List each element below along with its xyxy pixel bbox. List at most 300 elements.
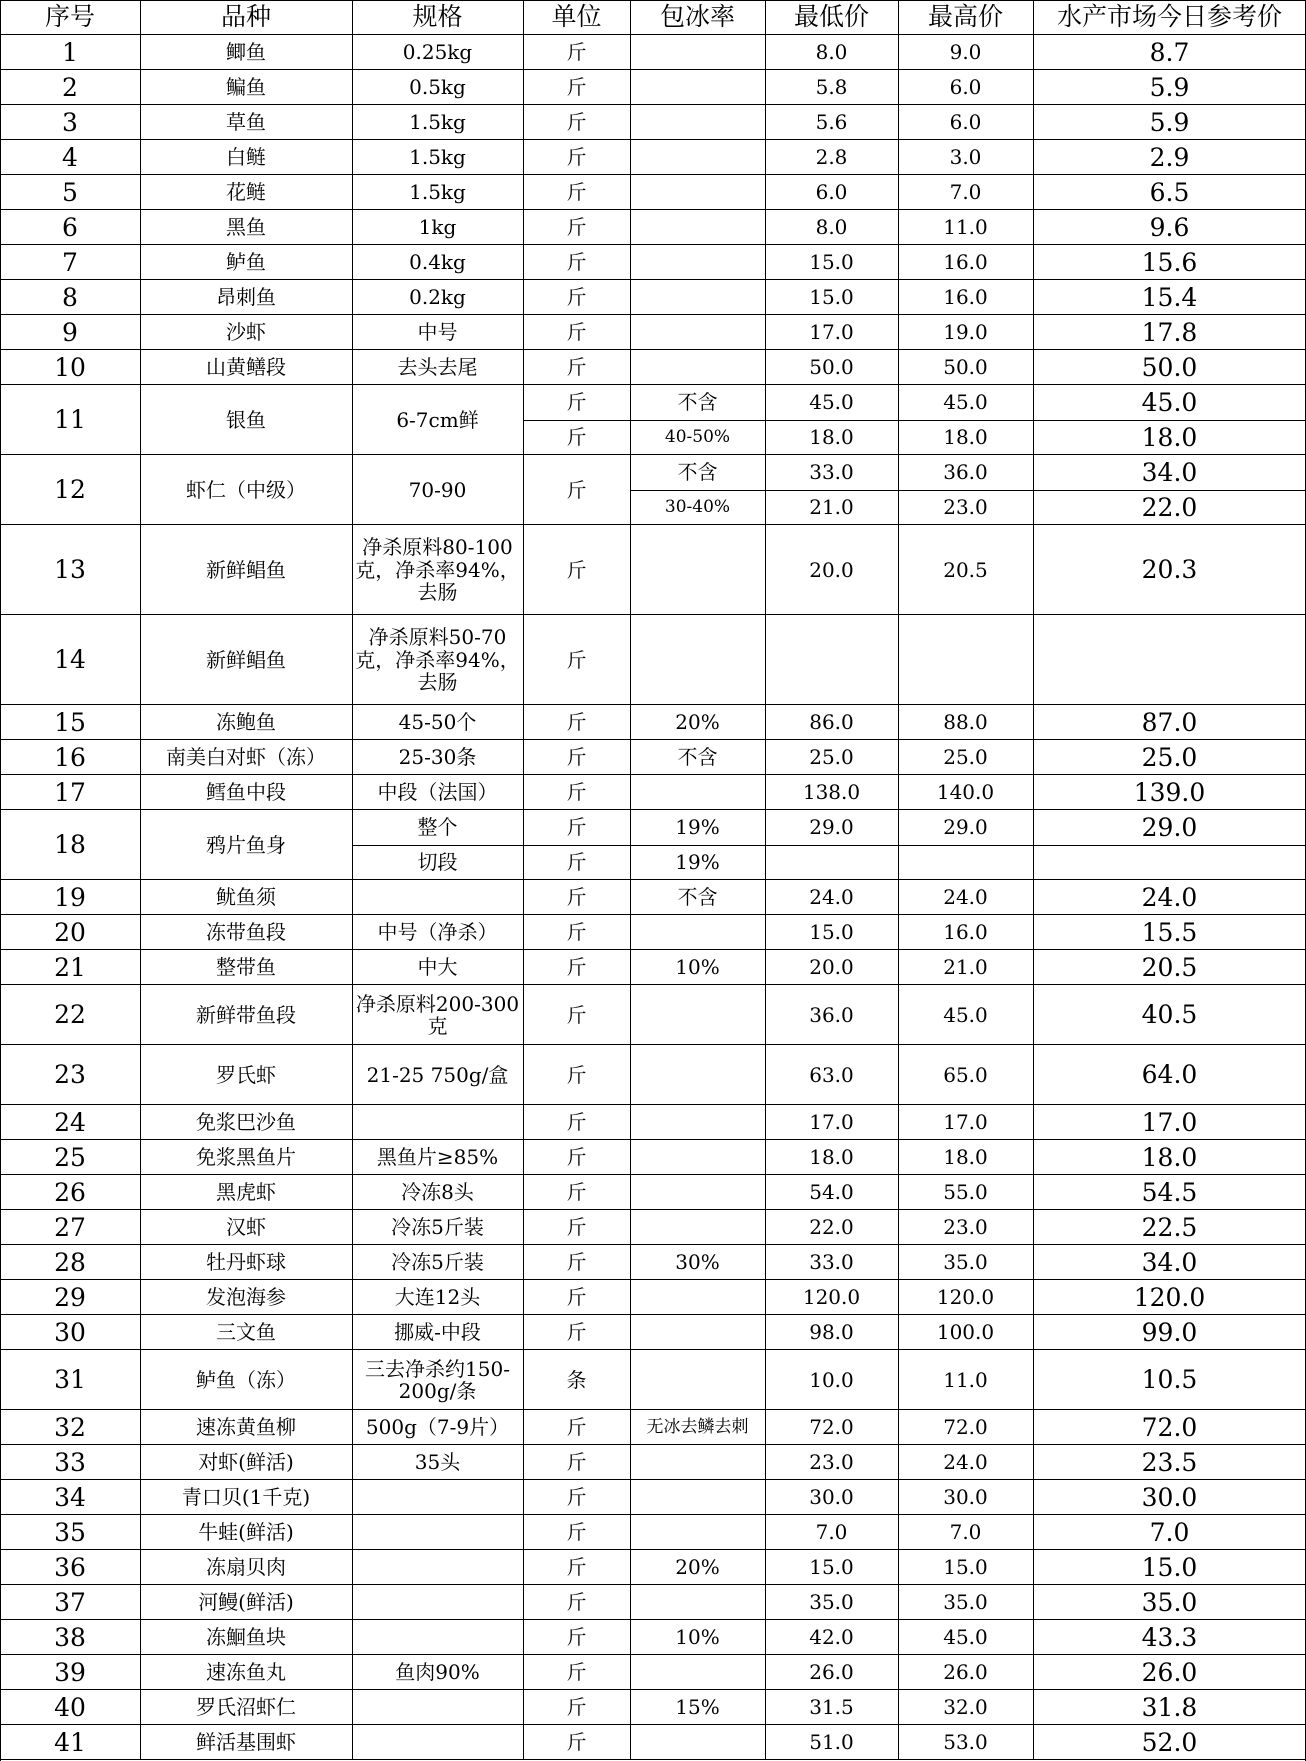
grid-line-v [140,140,141,175]
unit-cell: 斤 [566,1250,587,1275]
grid-line-v [898,0,899,34]
row-number-cell: 11 [54,405,86,434]
grid-line-v [1033,775,1034,810]
grid-line-v [898,880,899,915]
grid-line-v [630,740,631,775]
ice-rate-cell: 不含 [677,460,718,485]
grid-line-v [1033,140,1034,175]
grid-line-v [140,950,141,985]
spec-cell: 冷冻5斤装 [391,1250,484,1275]
grid-line-v [1033,1105,1034,1140]
grid-line-v [898,315,899,350]
row-number-cell: 20 [54,917,86,947]
variety-cell: 花鲢 [226,180,266,205]
ref-price-cell: 25.0 [1141,742,1198,772]
grid-line-v [352,210,353,245]
unit-cell: 斤 [566,285,587,310]
grid-line-v [765,455,766,525]
row-number-cell: 28 [54,1247,86,1277]
grid-line-v [1033,1480,1034,1515]
ref-price-cell: 72.0 [1141,1412,1198,1442]
max-price-cell: 7.0 [949,180,982,205]
grid-line-v [630,70,631,105]
grid-line-v [898,1620,899,1655]
grid-line-v [352,35,353,70]
row-number-cell: 27 [54,1212,86,1242]
unit-cell: 斤 [566,1062,587,1087]
min-price-cell: 8.0 [815,215,848,240]
ref-price-cell: 50.0 [1141,352,1198,382]
header-ref-price: 水产市场今日参考价 [1056,2,1282,31]
variety-cell: 罗氏虾 [216,1062,276,1087]
min-price-cell: 120.0 [802,1285,861,1310]
grid-line-v [1033,1445,1034,1480]
grid-line-v [630,105,631,140]
grid-line-v [1033,525,1034,615]
row-number-cell: 19 [54,882,86,912]
grid-line-v [630,35,631,70]
grid-line-v [523,1515,524,1550]
grid-line-v [523,1045,524,1105]
min-price-cell: 138.0 [802,780,861,805]
min-price-cell: 30.0 [809,1485,854,1510]
row-number-cell: 33 [54,1447,86,1477]
grid-line-v [1033,1515,1034,1550]
ice-rate-cell [630,775,765,810]
grid-line-v [1033,1315,1034,1350]
grid-line-v [898,245,899,280]
variety-cell: 鸦片鱼身 [206,832,286,857]
unit-cell: 斤 [566,920,587,945]
ice-rate-cell: 10% [675,955,720,980]
grid-line-v [523,1175,524,1210]
min-price-cell: 35.0 [809,1590,854,1615]
grid-line-v [140,1245,141,1280]
grid-line-v [352,1315,353,1350]
grid-line-v [898,985,899,1045]
spec-cell: 1.5kg [409,180,466,205]
variety-cell: 冻鮰鱼块 [206,1625,286,1650]
ref-price-cell: 29.0 [1141,812,1198,842]
grid-line-v [352,1175,353,1210]
grid-line-v [1033,245,1034,280]
row-number-cell: 13 [54,555,86,584]
ref-price-cell: 5.9 [1149,107,1190,137]
grid-line-v [765,1140,766,1175]
row-number-cell: 14 [54,645,86,674]
unit-cell: 斤 [566,355,587,380]
spec-cell: 21-25 750g/盒 [366,1062,509,1087]
variety-cell: 河鳗(鲜活) [198,1590,294,1615]
spec-cell [352,1480,523,1515]
unit-cell: 斤 [566,850,587,875]
variety-cell: 银鱼 [226,407,266,432]
variety-cell: 免浆巴沙鱼 [196,1110,296,1135]
grid-line-v [523,245,524,280]
spec-cell: 大连12头 [394,1285,481,1310]
unit-cell: 斤 [566,1180,587,1205]
ice-rate-cell: 不含 [677,745,718,770]
grid-line-v [352,1410,353,1445]
max-price-cell: 23.0 [943,1215,988,1240]
unit-cell: 斤 [566,1285,587,1310]
grid-line-v [630,455,631,525]
grid-line-v [630,1410,631,1445]
grid-line-v [1033,1280,1034,1315]
grid-line-v [898,775,899,810]
grid-line-v [765,350,766,385]
grid-line-v [352,615,353,705]
grid-line-v [898,140,899,175]
spec-cell: 1.5kg [409,145,466,170]
variety-cell: 虾仁（中级） [186,477,306,502]
min-price-cell: 31.5 [809,1695,854,1720]
min-price-cell: 10.0 [809,1367,854,1392]
grid-line-v [765,525,766,615]
grid-line-v [352,1140,353,1175]
ref-price-cell: 9.6 [1149,212,1190,242]
grid-line-v [352,1585,353,1620]
grid-line-v [898,1655,899,1690]
grid-line-v [352,1690,353,1725]
unit-cell: 斤 [566,1695,587,1720]
grid-line-v [898,1445,899,1480]
min-price-cell: 5.8 [815,75,848,100]
grid-line-v [523,315,524,350]
grid-line-v [765,1175,766,1210]
grid-line-v [140,1515,141,1550]
row-number-cell: 9 [62,317,78,347]
ice-rate-cell [630,35,765,70]
spec-cell: 1.5kg [409,110,466,135]
spec-cell [352,1725,523,1760]
grid-line-v [898,455,899,525]
grid-line-v [140,525,141,615]
ref-price-cell: 15.5 [1141,917,1198,947]
grid-line-v [352,950,353,985]
unit-cell: 斤 [566,75,587,100]
grid-line-v [765,615,766,705]
min-price-cell [765,845,898,880]
ref-price-cell: 18.0 [1141,422,1198,452]
ice-rate-cell [630,915,765,950]
grid-line-v [1033,70,1034,105]
grid-line-v [523,1210,524,1245]
max-price-cell: 45.0 [943,390,988,415]
unit-cell: 斤 [566,745,587,770]
max-price-cell: 18.0 [943,1145,988,1170]
grid-line-v [352,880,353,915]
grid-line-v [630,210,631,245]
unit-cell: 斤 [566,1415,587,1440]
grid-line-v [523,1245,524,1280]
grid-line-v [630,880,631,915]
grid-line-v [352,1655,353,1690]
grid-line-v [898,210,899,245]
ref-price-cell: 15.6 [1141,247,1198,277]
grid-line-v [630,140,631,175]
grid-line-v [1033,455,1034,525]
max-price-cell: 55.0 [943,1180,988,1205]
grid-line-v [523,985,524,1045]
spec-cell: 整个 [417,815,458,840]
ref-price-cell: 99.0 [1141,1317,1198,1347]
grid-line-v [523,1445,524,1480]
grid-line-v [523,175,524,210]
ref-price-cell: 22.5 [1141,1212,1198,1242]
min-price-cell: 8.0 [815,40,848,65]
grid-line-v [523,615,524,705]
spec-cell: 1kg [418,215,457,240]
grid-line-v [140,70,141,105]
row-number-cell: 24 [54,1107,86,1137]
max-price-cell: 24.0 [943,1450,988,1475]
grid-line-v [352,1480,353,1515]
grid-line-v [523,1410,524,1445]
grid-line-v [140,985,141,1045]
grid-line-v [1033,1045,1034,1105]
variety-cell: 鲈鱼 [226,250,266,275]
grid-line-v [523,140,524,175]
min-price-cell: 86.0 [809,710,854,735]
unit-cell: 斤 [566,320,587,345]
grid-line-v [898,1140,899,1175]
max-price-cell: 35.0 [943,1590,988,1615]
grid-line-v [898,1105,899,1140]
grid-line-v [765,1210,766,1245]
header-min-price: 最低价 [793,2,869,31]
unit-cell: 斤 [566,815,587,840]
grid-line-v [352,1245,353,1280]
grid-line-v [523,1690,524,1725]
grid-line-v [765,1445,766,1480]
unit-cell: 斤 [566,1002,587,1027]
ice-rate-cell [630,140,765,175]
row-number-cell: 36 [54,1552,86,1582]
variety-cell: 冻扇贝肉 [206,1555,286,1580]
grid-line-v [765,1690,766,1725]
grid-line-v [630,0,631,34]
grid-line-v [140,455,141,525]
grid-line-v [352,1725,353,1760]
grid-line-v [630,1210,631,1245]
variety-cell: 草鱼 [226,110,266,135]
min-price-cell: 25.0 [809,745,854,770]
ice-rate-cell: 19% [675,850,720,875]
row-number-cell: 21 [54,952,86,982]
grid-line-v [140,1315,141,1350]
max-price-cell: 35.0 [943,1250,988,1275]
unit-cell: 斤 [566,1520,587,1545]
ref-price-cell: 34.0 [1141,1247,1198,1277]
grid-line-v [523,1280,524,1315]
grid-line-v [140,1280,141,1315]
grid-line-v [630,1245,631,1280]
grid-line-v [140,105,141,140]
grid-line-v [765,105,766,140]
row-number-cell: 17 [54,777,86,807]
grid-line-v [352,705,353,740]
grid-line-v [630,1445,631,1480]
grid-line-v [140,1140,141,1175]
ice-rate-cell: 不含 [677,885,718,910]
ref-price-cell: 43.3 [1141,1622,1198,1652]
grid-line-v [765,1515,766,1550]
grid-line-v [765,245,766,280]
variety-cell: 汉虾 [226,1215,266,1240]
grid-line-v [140,350,141,385]
grid-line-v [765,740,766,775]
grid-line-v [1033,1620,1034,1655]
grid-line-v [140,1350,141,1410]
grid-line-v [898,810,899,880]
grid-line-v [630,1350,631,1410]
ref-price-cell: 35.0 [1141,1587,1198,1617]
row-number-cell: 10 [54,352,86,382]
grid-line-v [898,1725,899,1760]
grid-line-v [765,880,766,915]
min-price-cell: 15.0 [809,1555,854,1580]
spec-cell [352,1515,523,1550]
grid-line-v [630,1550,631,1585]
variety-cell: 整带鱼 [216,955,276,980]
spec-cell [352,1620,523,1655]
ref-price-cell: 22.0 [1141,492,1198,522]
min-price-cell: 18.0 [809,425,854,450]
max-price-cell [898,615,1033,705]
max-price-cell: 36.0 [943,460,988,485]
unit-cell: 斤 [566,1555,587,1580]
grid-line-v [630,1480,631,1515]
unit-cell: 斤 [566,647,587,672]
ice-rate-cell [630,1480,765,1515]
min-price-cell: 45.0 [809,390,854,415]
grid-line-v [630,1140,631,1175]
ice-rate-cell [630,985,765,1045]
ref-price-cell: 5.9 [1149,72,1190,102]
max-price-cell: 88.0 [943,710,988,735]
grid-line-v [523,705,524,740]
grid-line-v [140,1725,141,1760]
spec-cell: 鱼肉90% [395,1660,480,1685]
unit-cell: 斤 [566,250,587,275]
spec-cell: 70-90 [408,477,467,502]
ice-rate-cell [630,210,765,245]
grid-line-v [898,1045,899,1105]
grid-line-v [765,315,766,350]
row-number-cell: 22 [54,1000,86,1029]
grid-line-v [1033,1140,1034,1175]
row-number-cell: 23 [54,1060,86,1089]
unit-cell: 斤 [566,180,587,205]
ref-price-cell: 2.9 [1149,142,1190,172]
grid-line-v [630,1620,631,1655]
min-price-cell: 63.0 [809,1062,854,1087]
grid-line-v [140,1585,141,1620]
max-price-cell: 24.0 [943,885,988,910]
grid-line-v [630,775,631,810]
grid-line-v [1033,175,1034,210]
max-price-cell: 72.0 [943,1415,988,1440]
ref-price-cell: 20.3 [1141,555,1198,584]
ice-rate-cell [630,1725,765,1760]
header-spec: 规格 [412,2,463,31]
ref-price-cell: 18.0 [1141,1142,1198,1172]
grid-line-v [1033,385,1034,455]
grid-line-v [352,1210,353,1245]
grid-line-v [765,1620,766,1655]
min-price-cell: 29.0 [809,815,854,840]
grid-line-v [898,740,899,775]
grid-line-v [352,105,353,140]
grid-line-v [140,280,141,315]
row-number-cell: 32 [54,1412,86,1442]
variety-cell: 对虾(鲜活) [198,1450,294,1475]
grid-line-v [1033,1655,1034,1690]
header-variety: 品种 [220,2,271,31]
grid-line-v [352,525,353,615]
grid-line-v [630,1175,631,1210]
grid-line-v [765,1045,766,1105]
ref-price-cell: 26.0 [1141,1657,1198,1687]
max-price-cell: 23.0 [943,495,988,520]
grid-line-v [523,1140,524,1175]
grid-line-v [140,315,141,350]
grid-line-v [1033,1725,1034,1760]
max-price-cell: 25.0 [943,745,988,770]
grid-line-v [140,1655,141,1690]
grid-line-v [352,1515,353,1550]
row-number-cell: 34 [54,1482,86,1512]
max-price-cell: 45.0 [943,1002,988,1027]
grid-line-v [630,315,631,350]
grid-line-v [898,1315,899,1350]
grid-line-v [352,1550,353,1585]
spec-cell: 0.25kg [402,40,473,65]
grid-line-v [523,810,524,880]
grid-line-v [523,1480,524,1515]
grid-line-v [352,915,353,950]
variety-cell: 罗氏沼虾仁 [196,1695,296,1720]
grid-line-v [140,385,141,455]
ref-price-cell: 87.0 [1141,707,1198,737]
variety-cell: 沙虾 [226,320,266,345]
grid-line-v [630,915,631,950]
header-unit: 单位 [551,2,602,31]
unit-cell: 斤 [566,1110,587,1135]
ice-rate-cell [630,1045,765,1105]
ice-rate-cell: 40-50% [664,426,731,447]
min-price-cell: 2.8 [815,145,848,170]
ice-rate-cell [630,1175,765,1210]
grid-line-v [898,350,899,385]
spec-cell: 中号（净杀） [377,920,498,945]
row-number-cell: 4 [62,142,78,172]
grid-line-v [765,1105,766,1140]
grid-line-v [140,1480,141,1515]
grid-line-v [630,1690,631,1725]
grid-line-v [523,1315,524,1350]
grid-line-v [523,1550,524,1585]
row-number-cell: 26 [54,1177,86,1207]
ref-price-cell [1033,845,1306,880]
variety-cell: 山黄鳝段 [206,355,286,380]
ice-rate-cell: 无冰去鳞去刺 [646,1416,749,1437]
row-number-cell: 15 [54,707,86,737]
variety-cell: 鲈鱼（冻） [196,1367,296,1392]
variety-cell: 昂刺鱼 [216,285,276,310]
max-price-cell: 16.0 [943,285,988,310]
